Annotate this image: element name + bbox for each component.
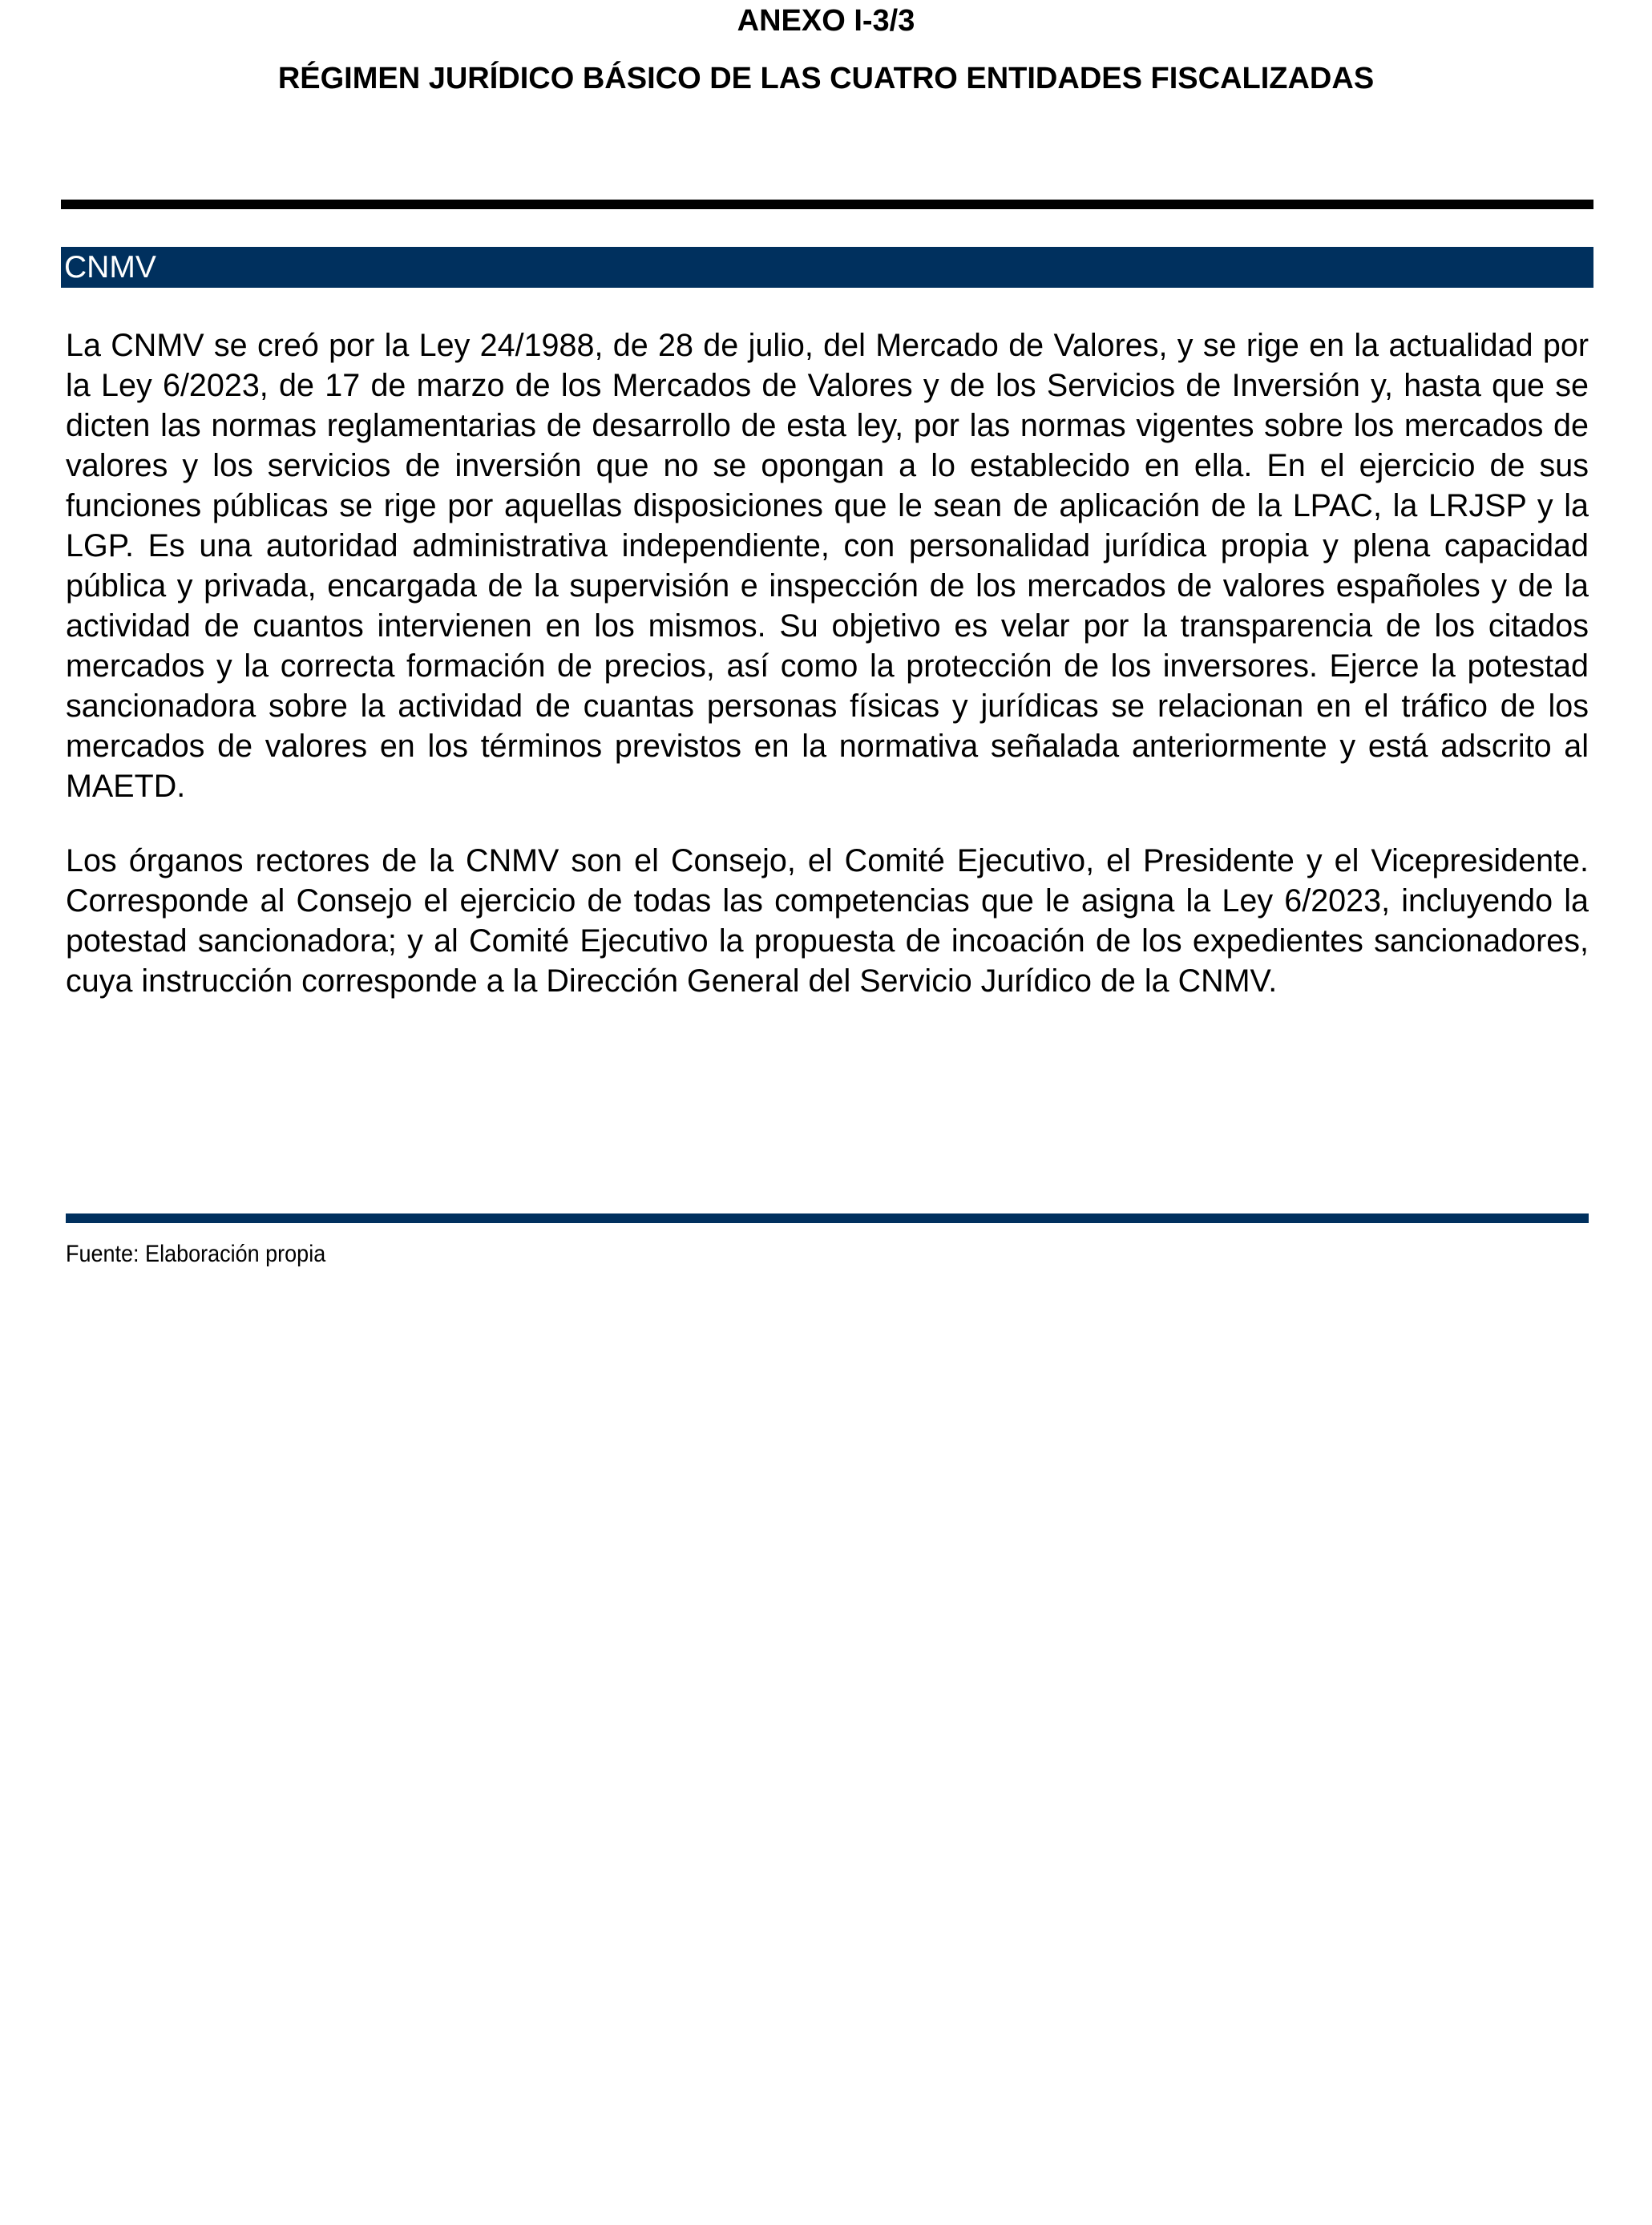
- top-divider: [61, 200, 1593, 209]
- body-paragraph: Los órganos rectores de la CNMV son el Consejo, el Comité Ejecutivo, el Presidente y el Vicepresidente. Corresponde al Consejo el ejercicio de todas las competencias que le asigna la Ley 6/2023, incluyendo la potestad sancionadora; y al Comité Ejecutivo la propuesta de incoación de los expedientes sancionadores, cuya instrucción corresponde a la Dirección General del Servicio Jurídico de la CNMV.: [66, 843, 1589, 999]
- section-heading: CNMV: [61, 247, 1593, 288]
- body-paragraph: La CNMV se creó por la Ley 24/1988, de 28 de julio, del Mercado de Valores, y se rige en la actualidad por la Ley 6/2023, de 17 de marzo de los Mercados de Valores y de los Servicios de Inversión y, hasta que se dicten las normas reglamentarias de desarrollo de esta ley, por las normas vigentes sobre los mercados de valores y los servicios de inversión que no se opongan a lo establecido en ella. En el ejercicio de sus funciones públicas se rige por aquellas disposiciones que le sean de aplicación de la LPAC, la LRJSP y la LGP. Es una autoridad administrativa independiente, con personalidad jurídica propia y plena capacidad pública y privada, encargada de la supervisión e inspección de los mercados de valores españoles y de la actividad de cuantos intervienen en los mismos. Su objetivo es velar por la transparencia de los citados mercados y la correcta formación de precios, así como la protección de los inversores. Ejerce la potestad sancionadora sobre la actividad de cuantas personas físicas y jurídicas se relacionan en el tráfico de los mercados de valores en los términos previstos en la normativa señalada anteriormente y está adscrito al MAETD.: [66, 328, 1589, 804]
- annex-number: ANEXO I-3/3: [737, 4, 915, 38]
- source-note: Fuente: Elaboración propia: [66, 1241, 326, 1267]
- document-title: RÉGIMEN JURÍDICO BÁSICO DE LAS CUATRO ENTIDADES FISCALIZADAS: [277, 62, 1375, 95]
- bottom-divider: [66, 1213, 1589, 1223]
